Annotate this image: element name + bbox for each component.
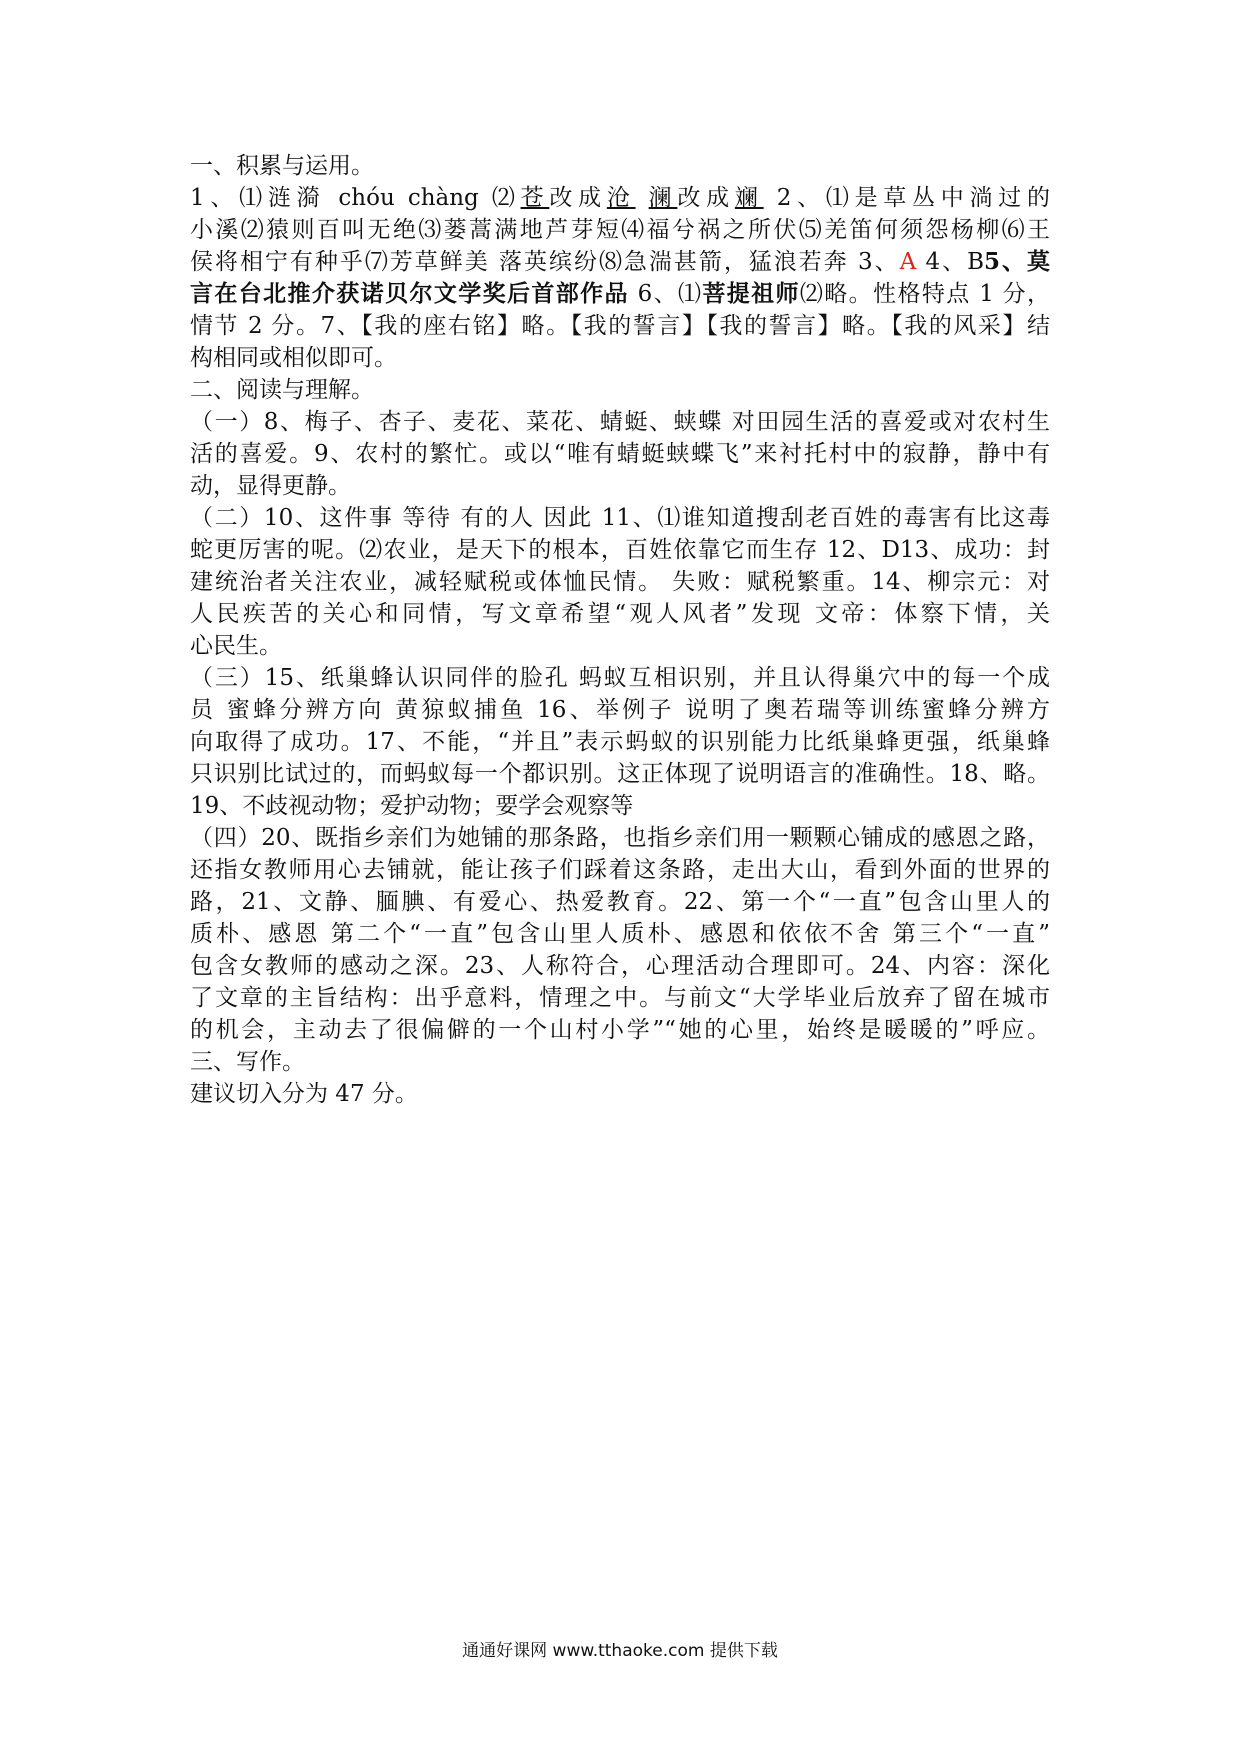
- text-line-l3: [190, 246, 1050, 278]
- text-line-l6: 构相同或相似即可。: [190, 345, 397, 371]
- text-segment: [636, 185, 649, 211]
- text-line-l27: 的机会，主动去了很偏僻的一个山村小学”“她的心里，始终是暖暖的”呼应。: [190, 1017, 1050, 1043]
- text-line-s1-title: 一、积累与运用。: [190, 153, 374, 179]
- text-segment: 5、莫: [984, 248, 1050, 275]
- text-line-l8: （一）8、梅子、杏子、麦花、菜花、蜻蜓、蛱蝶 对田园生活的喜爱或对农村生: [190, 409, 1050, 435]
- text-line-l4: [190, 278, 1050, 310]
- text-line-l25: 包含女教师的感动之深。23、人称符合，心理活动合理即可。24、内容：深化: [190, 953, 1050, 979]
- text-line-l17: 员 蜜蜂分辨方向 黄猄蚁捕鱼 16、举例子 说明了奥若瑞等训练蜜蜂分辨方: [190, 697, 1050, 723]
- text-line-l1: [190, 182, 1050, 214]
- text-line-l2: 小溪⑵猿则百叫无绝⑶蒌蒿满地芦芽短⑷福兮祸之所伏⑸羌笛何须怨杨柳⑹王: [190, 217, 1050, 243]
- text-line-l13: 建统治者关注农业，减轻赋税或体恤民情。 失败：赋税繁重。14、柳宗元：对: [190, 569, 1050, 595]
- text-line-l19: 只识别比试过的，而蚂蚁每一个都识别。这正体现了说明语言的准确性。18、略。: [190, 761, 1050, 787]
- text-segment: 沧: [606, 185, 636, 211]
- text-segment: 苍: [520, 185, 550, 211]
- text-segment: 6、⑴: [628, 281, 703, 307]
- text-segment: 言在台北推介获诺贝尔文学奖后首部作品: [190, 280, 629, 307]
- text-segment: 改成: [549, 185, 607, 211]
- text-line-l24: 质朴、感恩 第二个“一直”包含山里人质朴、感恩和依依不舍 第三个“一直”: [190, 921, 1050, 947]
- text-line-l20: 19、不歧视动物；爱护动物；要学会观察等: [190, 793, 634, 819]
- answer-key-body: [190, 150, 1050, 1110]
- text-segment: 侯将相宁有种乎⑺芳草鲜美 落英缤纷⑻急湍甚箭，猛浪若奔 3、: [190, 249, 900, 275]
- text-segment: 1、⑴涟漪 chóu chàng ⑵: [190, 185, 521, 211]
- footer-download-note: 通通好课网 www.tthaoke.com 提供下载: [462, 1641, 778, 1661]
- text-segment: ⑵略。性格特点 1 分，: [799, 281, 1050, 307]
- text-line-l16: （三）15、纸巢蜂认识同伴的脸孔 蚂蚁互相识别，并且认得巢穴中的每一个成: [190, 665, 1050, 691]
- text-line-l11: （二）10、这件事 等待 有的人 因此 11、⑴谁知道搜刮老百姓的毒害有比这毒: [190, 505, 1050, 531]
- text-line-l14: 人民疾苦的关心和同情，写文章希望“观人风者”发现 文帝：体察下情，关: [190, 601, 1050, 627]
- text-line-l18: 向取得了成功。17、不能，“并且”表示蚂蚁的识别能力比纸巢蜂更强，纸巢蜂: [190, 729, 1050, 755]
- text-line-l23: 路，21、文静、腼腆、有爱心、热爱教育。22、第一个“一直”包含山里人的: [190, 889, 1050, 915]
- text-line-s2-title: 二、阅读与理解。: [190, 377, 374, 403]
- text-segment: 2、⑴是草丛中淌过的: [763, 185, 1050, 211]
- text-segment: 改成: [677, 185, 735, 211]
- text-line-l12: 蛇更厉害的呢。⑵农业，是天下的根本，百姓依靠它而生存 12、D13、成功：封: [190, 537, 1050, 563]
- text-line-l15: 心民生。: [190, 633, 282, 659]
- text-line-l9: 活的喜爱。9、农村的繁忙。或以“唯有蜻蜓蛱蝶飞”来衬托村中的寂静，静中有: [190, 441, 1050, 467]
- text-line-l5: 情节 2 分。7、【我的座右铭】略。【我的誓言】【我的誓言】略。【我的风采】结: [190, 313, 1050, 339]
- text-segment: 菩提祖师: [702, 280, 800, 307]
- text-line-l10: 动，显得更静。: [190, 473, 351, 499]
- text-line-l21: （四）20、既指乡亲们为她铺的那条路，也指乡亲们用一颗颗心铺成的感恩之路，: [190, 825, 1050, 851]
- text-line-l26: 了文章的主旨结构：出乎意料，情理之中。与前文“大学毕业后放弃了留在城市: [190, 985, 1050, 1011]
- text-segment: 4、B: [916, 249, 985, 275]
- text-segment: 斓: [734, 185, 764, 211]
- text-line-l22: 还指女教师用心去铺就，能让孩子们踩着这条路，走出大山，看到外面的世界的: [190, 857, 1050, 883]
- text-line-l29: 建议切入分为 47 分。: [190, 1081, 418, 1107]
- text-segment: A: [899, 249, 917, 275]
- text-line-s3-title: 三、写作。: [190, 1049, 305, 1075]
- text-segment: 澜: [648, 185, 678, 211]
